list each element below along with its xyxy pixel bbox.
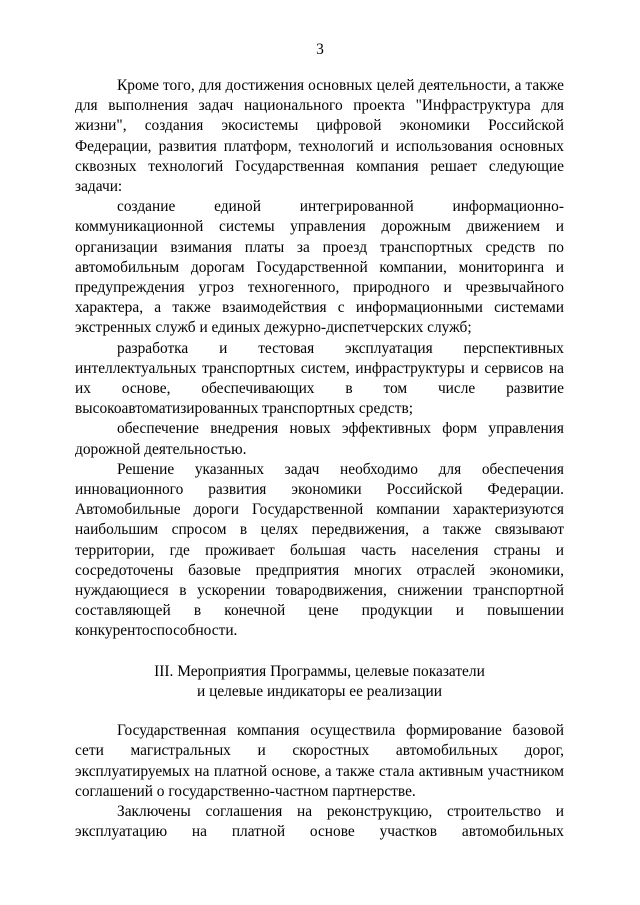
document-body <box>75 76 564 842</box>
paragraph-continued: Заключены соглашения на реконструкцию, строительство и эксплуатацию на платной основе участков автомобильных <box>75 802 564 841</box>
page-number: 3 <box>316 41 324 58</box>
paragraph: Решение указанных задач необходимо для обеспечения инновационного развития экономики Российской Федерации. Автомобильные дороги Государственной компании характеризуются наибольшим спросом в целях передвижения, а также связывают территории, где проживает большая часть населения страны и сосредоточены базовые предприятия многих отраслей экономики, нуждающиеся в ускорении товародвижения, снижении транспортной составляющей в конечной цене продукции и повышении конкурентоспособности. <box>75 460 564 640</box>
paragraph: Кроме того, для достижения основных целей деятельности, а также для выполнения задач национального проекта "Инфраструктура для жизни", создания экосистемы цифровой экономики Российской Федерации, развития платформ, технологий и использования основных сквозных технологий Государственная компания решает следующие задачи: <box>75 77 564 196</box>
paragraph: Государственная компания осуществила формирование базовой сети магистральных и скоростных автомобильных дорог, эксплуатируемых на платной основе, а также стала активным участником соглашений о государственно-частном партнерстве. <box>75 722 564 800</box>
section-heading-line-1: III. Мероприятия Программы, целевые показатели <box>154 662 485 680</box>
section-heading-line-2: и целевые индикаторы ее реализации <box>197 682 442 700</box>
task-item-ict-system: создание единой интегрированной информационно-коммуникационной системы управления дорожным движением и организации взимания платы за проезд транспортных средств по автомобильным дорогам Государственной компании, мониторинга и предупреждения угроз техногенного, природного и чрезвычайного характера, а также взаимодействия с информационными системами экстренных служб и единых дежурно-диспетчерских служб; <box>75 198 564 337</box>
task-item-its-development: разработка и тестовая эксплуатация перспективных интеллектуальных транспортных систем, инфраструктуры и сервисов на их основе, обеспечивающих в том числе развитие высокоавтоматизированных транспортных средств; <box>75 339 564 418</box>
task-item-management-forms: обеспечение внедрения новых эффективных форм управления дорожной деятельностью. <box>75 420 564 458</box>
section-heading <box>75 662 564 702</box>
